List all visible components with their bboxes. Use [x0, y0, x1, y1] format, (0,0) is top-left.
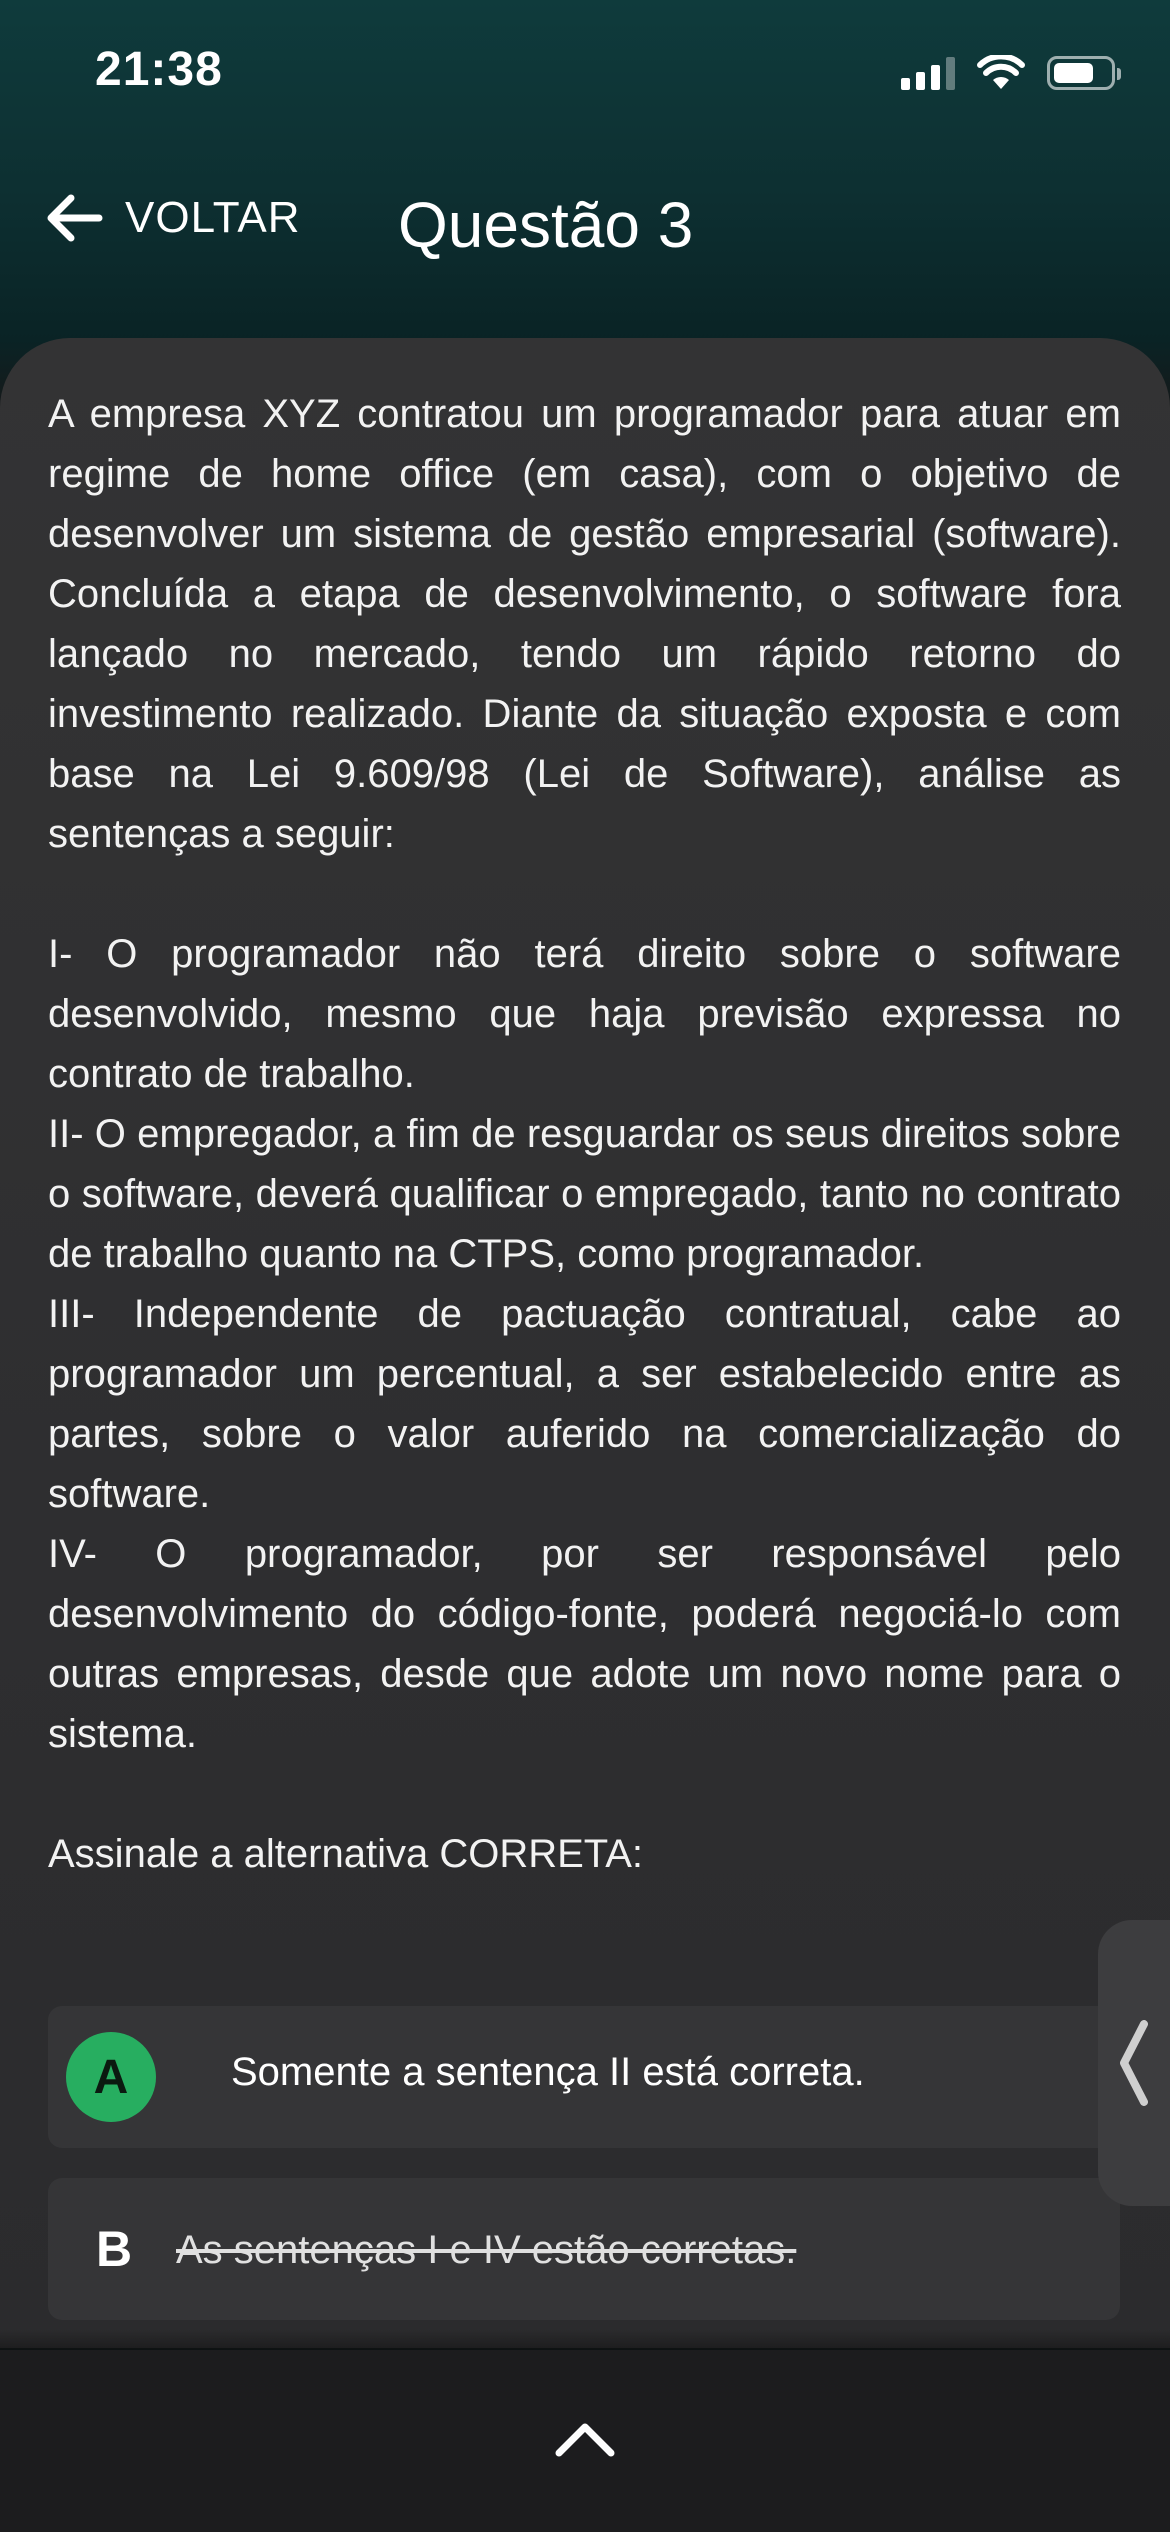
status-icons: [901, 52, 1115, 94]
battery-icon: [1047, 56, 1115, 90]
option-b-letter: B: [96, 2221, 133, 2277]
question-text: [48, 384, 1121, 1884]
expand-button[interactable]: [545, 2414, 625, 2464]
option-a[interactable]: [48, 2006, 1120, 2148]
side-panel-tab[interactable]: [1098, 1920, 1170, 2206]
option-b-text: As sentenças I e IV estão corretas.: [176, 2228, 797, 2272]
question-intro: A empresa XYZ contratou um programador para atuar em regime de home office (em casa), com o objetivo de desenvolver um sistema de gestão empresarial (software). Concluída a etapa de desenvolvimento, o software fora lançado no mercado, tendo um rápido retorno do investimento realizado. Diante da situação exposta e com base na Lei 9.609/98 (Lei de Software), análise as sentenças a seguir:: [48, 392, 1121, 856]
sentence-2: II- O empregador, a fim de resguardar os seus direitos sobre o software, deverá qualificar o empregado, tanto no contrato de trabalho quanto na CTPS, como programador.: [48, 1112, 1121, 1276]
back-label: VOLTAR: [125, 193, 301, 242]
option-a-text: Somente a sentença II está correta.: [231, 2050, 865, 2094]
question-prompt: Assinale a alternativa CORRETA:: [48, 1832, 644, 1876]
bottom-bar-shadow: [0, 2330, 1170, 2350]
header: [0, 170, 1170, 280]
sentence-4: IV- O programador, por ser responsável pelo desenvolvimento do código-fonte, poderá negociá-lo com outras empresas, desde que adote um novo nome para o sistema.: [48, 1532, 1121, 1756]
page-title: Questão 3: [398, 189, 694, 261]
question-card: [0, 338, 1170, 2348]
status-time: 21:38: [95, 43, 223, 96]
sentence-1: I- O programador não terá direito sobre o software desenvolvido, mesmo que haja previsão expressa no contrato de trabalho.: [48, 932, 1121, 1096]
option-b[interactable]: [48, 2178, 1120, 2320]
status-bar: [0, 0, 1170, 130]
bottom-bar: [0, 2350, 1170, 2532]
wifi-icon: [977, 55, 1025, 91]
option-a-badge: A: [66, 2032, 156, 2122]
back-button[interactable]: [45, 192, 301, 244]
cellular-signal-icon: [901, 56, 955, 90]
arrow-left-icon: [45, 192, 103, 244]
chevron-up-icon: [553, 2419, 617, 2459]
sentence-3: III- Independente de pactuação contratual, cabe ao programador um percentual, a ser estabelecido entre as partes, sobre o valor auferido na comercialização do software.: [48, 1292, 1121, 1516]
chevron-left-icon: [1118, 2020, 1148, 2106]
